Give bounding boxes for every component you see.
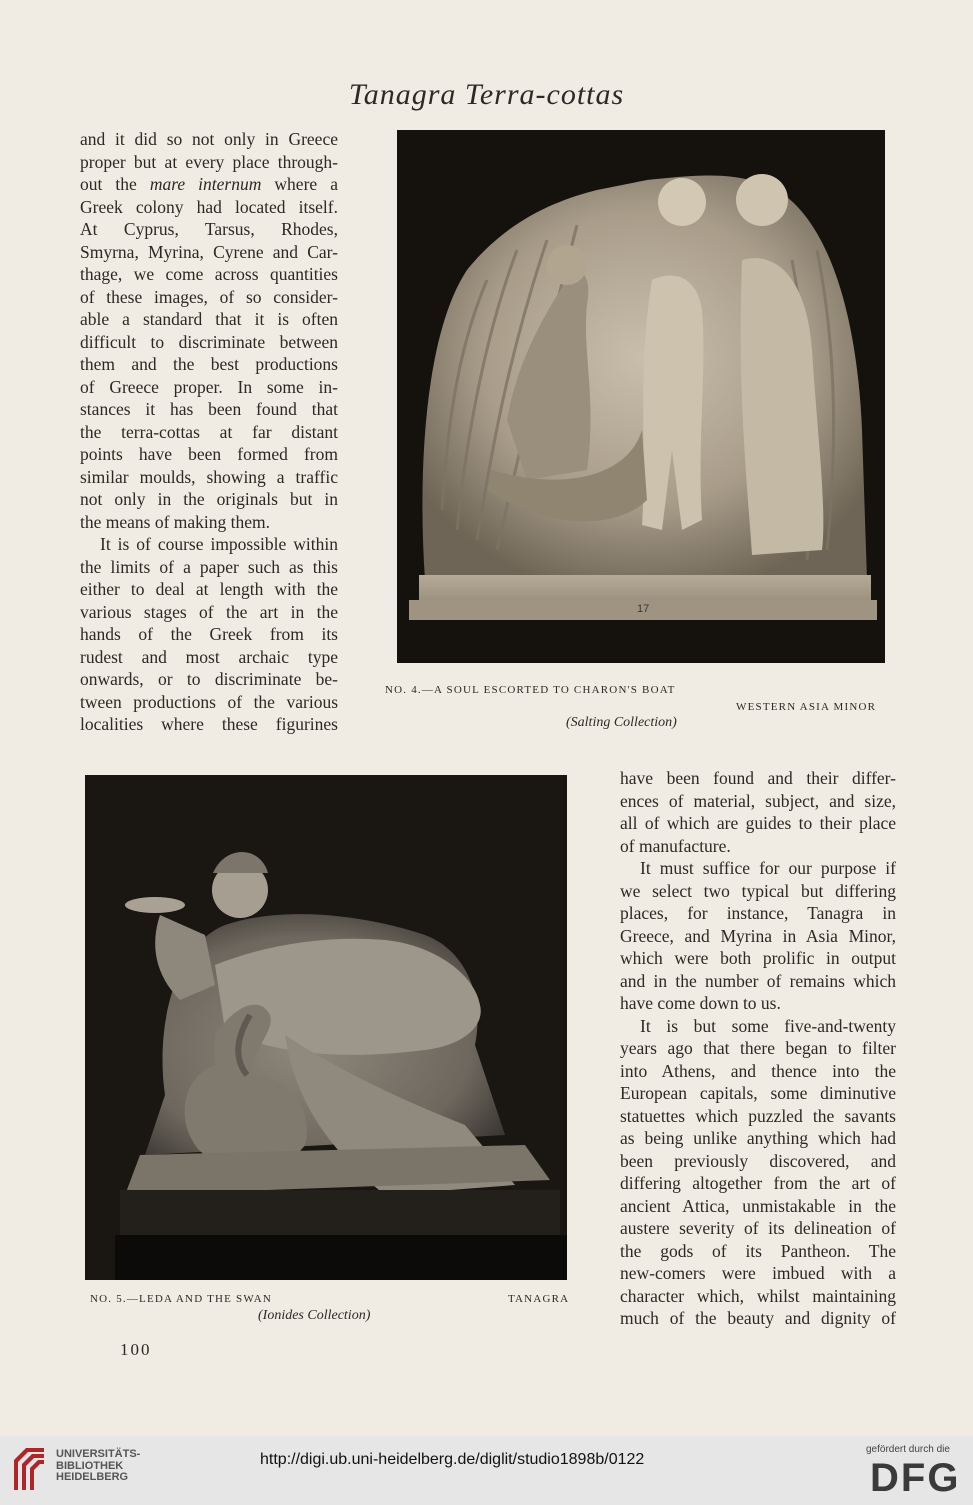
text-line: the gods of its Pantheon. The — [620, 1240, 896, 1261]
text-line: not only in the originals but in — [80, 489, 338, 509]
text-line: of these images, of so consider- — [80, 286, 338, 307]
library-name: UNIVERSITÄTS- BIBLIOTHEK HEIDELBERG — [56, 1448, 141, 1483]
plate-number: 17 — [637, 603, 650, 615]
text-line: It is but some five-and-twenty — [640, 1015, 896, 1036]
text-line: onwards, or to discriminate be- — [80, 669, 338, 689]
text-line: we select two typical but differing — [620, 880, 896, 901]
text-line: which were both prolific in output — [620, 948, 896, 968]
text-line: Greece, and Myrina in Asia Minor, — [620, 925, 896, 946]
figure-5-caption-title: NO. 5.—LEDA AND THE SWAN — [90, 1293, 272, 1305]
digitization-footer — [0, 1436, 973, 1505]
text-line: new-comers were imbued with a — [620, 1263, 896, 1283]
latin-phrase: mare internum — [149, 174, 262, 194]
figure-5-photo — [85, 775, 567, 1280]
text-line: localities where these figurines — [80, 714, 338, 734]
text-line: been previously discovered, and — [620, 1150, 896, 1171]
text-line: the terra-cottas at far distant — [80, 421, 338, 442]
text-line: Greek colony had located itself. — [80, 196, 338, 217]
text-line: have been found and their differ- — [620, 768, 896, 788]
library-logo-icon — [12, 1446, 46, 1492]
text-line: able a standard that it is often — [80, 309, 338, 329]
text-line: years ago that there began to filter — [620, 1038, 896, 1058]
text-line: thage, we come across quantities — [80, 264, 338, 284]
sponsor-text: gefördert durch die — [866, 1444, 950, 1455]
figure-4-caption-collection: (Salting Collection) — [566, 715, 677, 730]
text-line: austere severity of its delineation of — [620, 1218, 896, 1238]
source-url-link[interactable]: http://digi.ub.uni-heidelberg.de/diglit/studio1898b/0122 — [260, 1451, 645, 1468]
text-line: character which, whilst maintaining — [620, 1285, 896, 1306]
running-title: Tanagra Terra-cottas — [348, 78, 625, 111]
figure-5-caption-location: TANAGRA — [508, 1293, 570, 1305]
text-line: similar moulds, showing a traffic — [80, 466, 338, 487]
text-line: Smyrna, Myrina, Cyrene and Car- — [80, 241, 338, 262]
text-line: points have been formed from — [80, 444, 338, 464]
page-number: 100 — [120, 1340, 152, 1359]
figure-5-caption-collection: (Ionides Collection) — [258, 1308, 371, 1323]
text-line: various stages of the art in the — [80, 601, 338, 622]
figure-4-caption-title: NO. 4.—A SOUL ESCORTED TO CHARON'S BOAT — [385, 684, 676, 696]
text-line: places, for instance, Tanagra in — [620, 903, 896, 923]
text-line: stances it has been found that — [80, 399, 338, 419]
text-line: the limits of a paper such as this — [80, 556, 338, 577]
figure-4-photo — [397, 130, 885, 663]
text-line: out the mare internum where a — [80, 174, 338, 194]
text-line: all of which are guides to their place — [620, 813, 896, 833]
text-line: differing altogether from the art of — [620, 1173, 896, 1193]
text-line: proper but at every place through- — [80, 151, 338, 172]
left-text-column — [80, 128, 338, 736]
right-text-column — [620, 767, 896, 1330]
text-line: much of the beauty and dignity of — [620, 1308, 896, 1328]
figure-4-caption-location: WESTERN ASIA MINOR — [736, 701, 877, 713]
text-line: At Cyprus, Tarsus, Rhodes, — [80, 219, 338, 239]
text-line: rudest and most archaic type — [80, 646, 338, 667]
text-line: either to deal at length with the — [80, 579, 338, 599]
text-line: of manufacture. — [620, 835, 731, 856]
text-line: ancient Attica, unmistakable in the — [620, 1195, 896, 1216]
text-line: tween productions of the various — [80, 691, 338, 712]
text-line: of Greece proper. In some in- — [80, 376, 338, 397]
text-line: It is of course impossible within — [100, 534, 338, 554]
text-line: them and the best productions — [80, 354, 338, 374]
text-line: into Athens, and thence into the — [620, 1060, 896, 1081]
text-line: and in the number of remains which — [620, 970, 896, 991]
text-line: statuettes which puzzled the savants — [620, 1105, 896, 1126]
text-line: hands of the Greek from its — [80, 624, 338, 644]
text-line: It must suffice for our purpose if — [640, 858, 896, 878]
text-line: the means of making them. — [80, 511, 271, 532]
text-line: European capitals, some diminutive — [620, 1083, 896, 1103]
text-line: and it did so not only in Greece — [80, 129, 338, 149]
text-line: have come down to us. — [620, 993, 781, 1013]
text-line: difficult to discriminate between — [80, 331, 338, 352]
text-line: as being unlike anything which had — [620, 1128, 896, 1148]
dfg-logo: DFG — [870, 1456, 961, 1500]
text-line: ences of material, subject, and size, — [620, 790, 896, 811]
